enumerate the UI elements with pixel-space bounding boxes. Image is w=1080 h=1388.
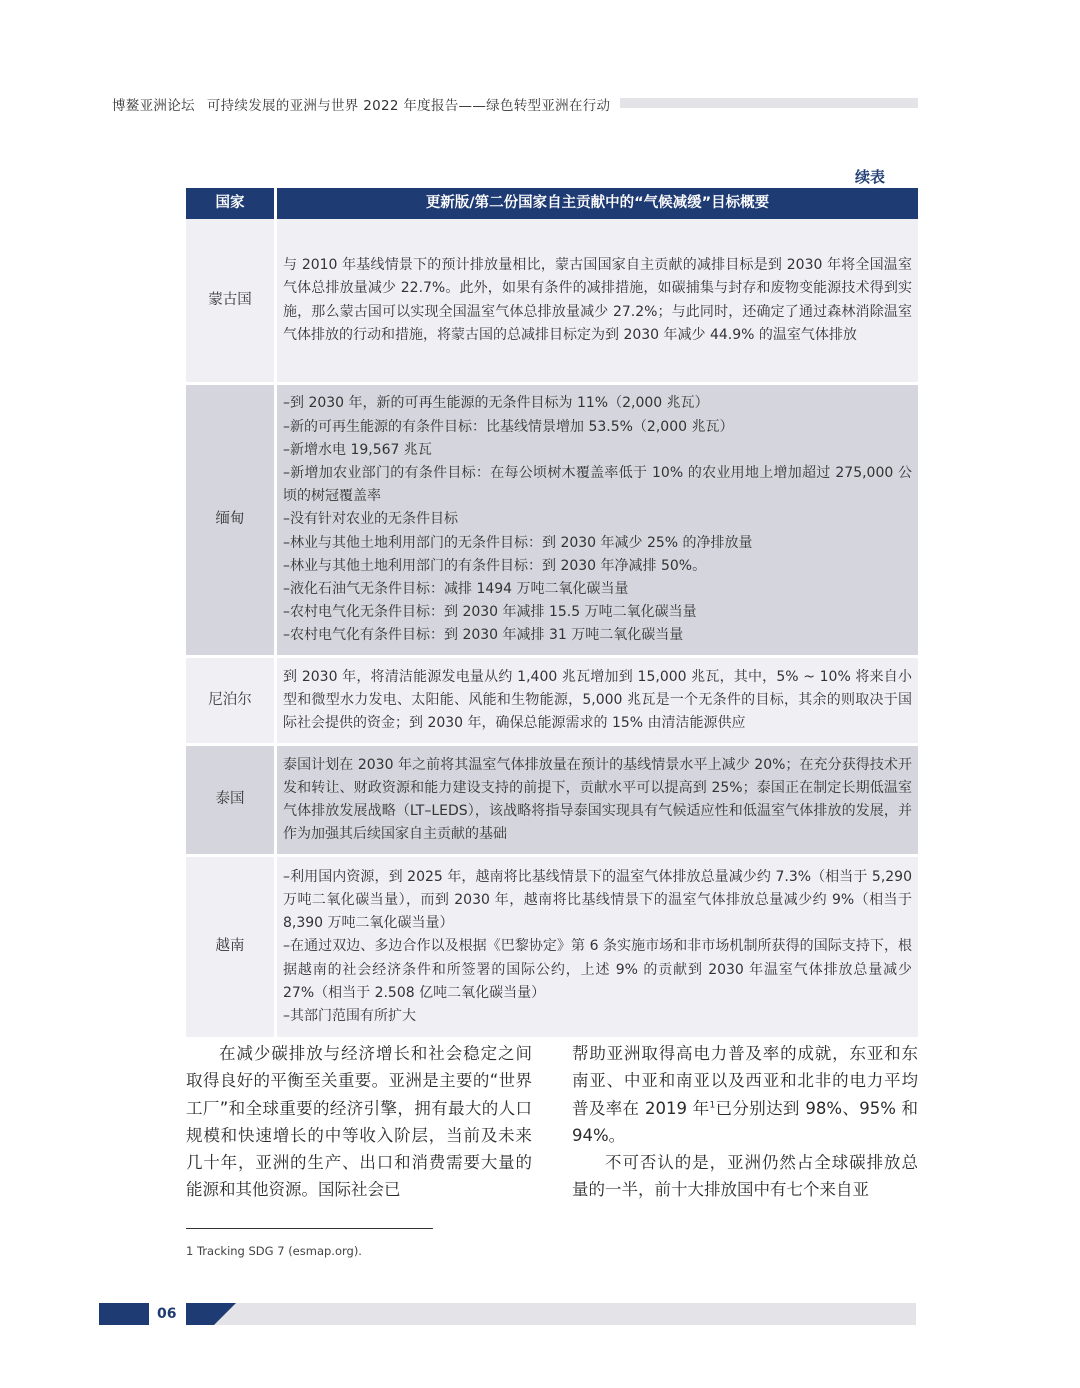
summary-cell xyxy=(277,385,918,658)
col-header-country: 国家 xyxy=(186,188,277,219)
paragraph-text: 已分别达到 98%、95% 和 94%。 xyxy=(572,1098,919,1145)
summary-line: 到 2030 年，将清洁能源发电量从约 1,400 兆瓦增加到 15,000 兆瓦，其中，5% ~ 10% 将来自小型和微型水力发电、太阳能、风能和生物能源，5,000 兆瓦是一个无条件的目标，其余的则取决于国际社会提供的资金；到 2030 年，确保总能源需求的 15% 由清洁能源供应 xyxy=(283,668,912,732)
paragraph: 在减少碳排放与经济增长和社会稳定之间取得良好的平衡至关重要。亚洲是主要的“世界工厂”和全球重要的经济引擎，拥有最大的人口规模和快速增长的中等收入阶层，当前及未来几十年，亚洲的生产、出口和消费需要大量的能源和其他资源。国际社会已 xyxy=(186,1044,532,1200)
summary-line: –农村电气化无条件目标：到 2030 年减排 15.5 万吨二氧化碳当量 xyxy=(283,604,697,621)
summary-line: –其部门范围有所扩大 xyxy=(283,1008,416,1024)
header-org: 博鳌亚洲论坛 xyxy=(112,98,195,114)
footer-bar xyxy=(186,1303,916,1325)
summary-cell xyxy=(277,857,918,1037)
body-column-right xyxy=(572,1040,918,1204)
summary-line: –没有针对农业的无条件目标 xyxy=(283,511,458,528)
summary-line: –新的可再生能源的有条件目标：比基线情景增加 53.5%（2,000 兆瓦） xyxy=(283,418,734,435)
country-cell: 泰国 xyxy=(186,746,277,857)
summary-line: –新增水电 19,567 兆瓦 xyxy=(283,441,432,458)
summary-line: 与 2010 年基线情景下的预计排放量相比，蒙古国国家自主贡献的减排目标是到 2030 年将全国温室气体总排放量减少 22.7%。此外，如果有条件的减排措施，如碳捕集与封存和废物变能源技术得到实施，那么蒙古国可以实现全国温室气体总排放量减少 27.2%；与此同时，还确定了通过森林消除温室气体排放的行动和措施，将蒙古国的总减排目标定为到 2030 年减少 44.9% 的温室气体排放 xyxy=(283,257,912,343)
summary-line: –到 2030 年，新的可再生能源的无条件目标为 11%（2,000 兆瓦） xyxy=(283,395,709,412)
footer-block xyxy=(99,1303,149,1325)
country-cell: 尼泊尔 xyxy=(186,658,277,746)
country-cell: 越南 xyxy=(186,857,277,1037)
footnote-ref[interactable]: 1 xyxy=(709,1100,716,1111)
table-row-vietnam xyxy=(186,857,918,1037)
table-row-myanmar xyxy=(186,385,918,658)
footer-decor xyxy=(186,1303,916,1325)
table-header-row xyxy=(186,188,918,219)
summary-line: –农村电气化有条件目标：到 2030 年减排 31 万吨二氧化碳当量 xyxy=(283,627,684,644)
summary-line: –液化石油气无条件目标：减排 1494 万吨二氧化碳当量 xyxy=(283,581,629,597)
table-row-nepal xyxy=(186,658,918,746)
summary-line: –利用国内资源，到 2025 年，越南将比基线情景下的温室气体排放总量减少约 7.3%（相当于 5,290 万吨二氧化碳当量），而到 2030 年，越南将比基线情景下的温室气体排放总量减少约 9%（相当于 8,390 万吨二氧化碳当量） xyxy=(283,868,912,932)
paragraph: 不可否认的是，亚洲仍然占全球碳排放总量的一半，前十大排放国中有七个来自亚 xyxy=(572,1153,918,1200)
continued-label: 续表 xyxy=(855,168,886,186)
col-header-summary: 更新版/第二份国家自主贡献中的“气候减缓”目标概要 xyxy=(277,188,918,219)
page-number: 06 xyxy=(157,1306,177,1322)
ndc-table xyxy=(186,188,918,1037)
header-decor-bar xyxy=(620,98,918,108)
header-report-title: 可持续发展的亚洲与世界 2022 年度报告——绿色转型亚洲在行动 xyxy=(206,98,611,114)
table-row-mongolia xyxy=(186,219,918,385)
summary-cell xyxy=(277,746,918,857)
running-header xyxy=(112,94,610,114)
summary-cell xyxy=(277,658,918,746)
country-cell: 蒙古国 xyxy=(186,219,277,385)
summary-line: 泰国计划在 2030 年之前将其温室气体排放量在预计的基线情景水平上减少 20%；在充分获得技术开发和转让、财政资源和能力建设支持的前提下，贡献水平可以提高到 25%；泰国正在制定长期低温室气体排放发展战略（LT–LEDS），该战略将指导泰国实现具有气候适应性和低温室气体排放的发展，并作为加强其后续国家自主贡献的基础 xyxy=(283,756,912,843)
body-text xyxy=(186,1040,918,1212)
body-column-left xyxy=(186,1040,532,1204)
paragraph-text: 帮助亚洲取得高电力普及率的成就，东亚和东南亚、中亚和南亚以及西亚和北非的电力平均普及率在 2019 年 xyxy=(572,1044,918,1118)
summary-line: –新增加农业部门的有条件目标：在每公顷树木覆盖率低于 10% 的农业用地上增加超过 275,000 公顷的树冠覆盖率 xyxy=(283,464,912,505)
footnote: 1 Tracking SDG 7 (esmap.org). xyxy=(186,1244,362,1258)
paragraph xyxy=(572,1040,918,1149)
footnote-rule xyxy=(186,1228,433,1229)
summary-line: –林业与其他土地利用部门的无条件目标：到 2030 年减少 25% 的净排放量 xyxy=(283,534,753,551)
table-row-thailand xyxy=(186,746,918,857)
summary-cell xyxy=(277,219,918,385)
country-cell: 缅甸 xyxy=(186,385,277,658)
summary-line: –林业与其他土地利用部门的有条件目标：到 2030 年净减排 50%。 xyxy=(283,557,707,574)
summary-line: –在通过双边、多边合作以及根据《巴黎协定》第 6 条实施市场和非市场机制所获得的国际支持下，根据越南的社会经济条件和所签署的国际公约，上述 9% 的贡献到 2030 年温室气体排放总量减少 27%（相当于 2.508 亿吨二氧化碳当量） xyxy=(283,938,912,1001)
